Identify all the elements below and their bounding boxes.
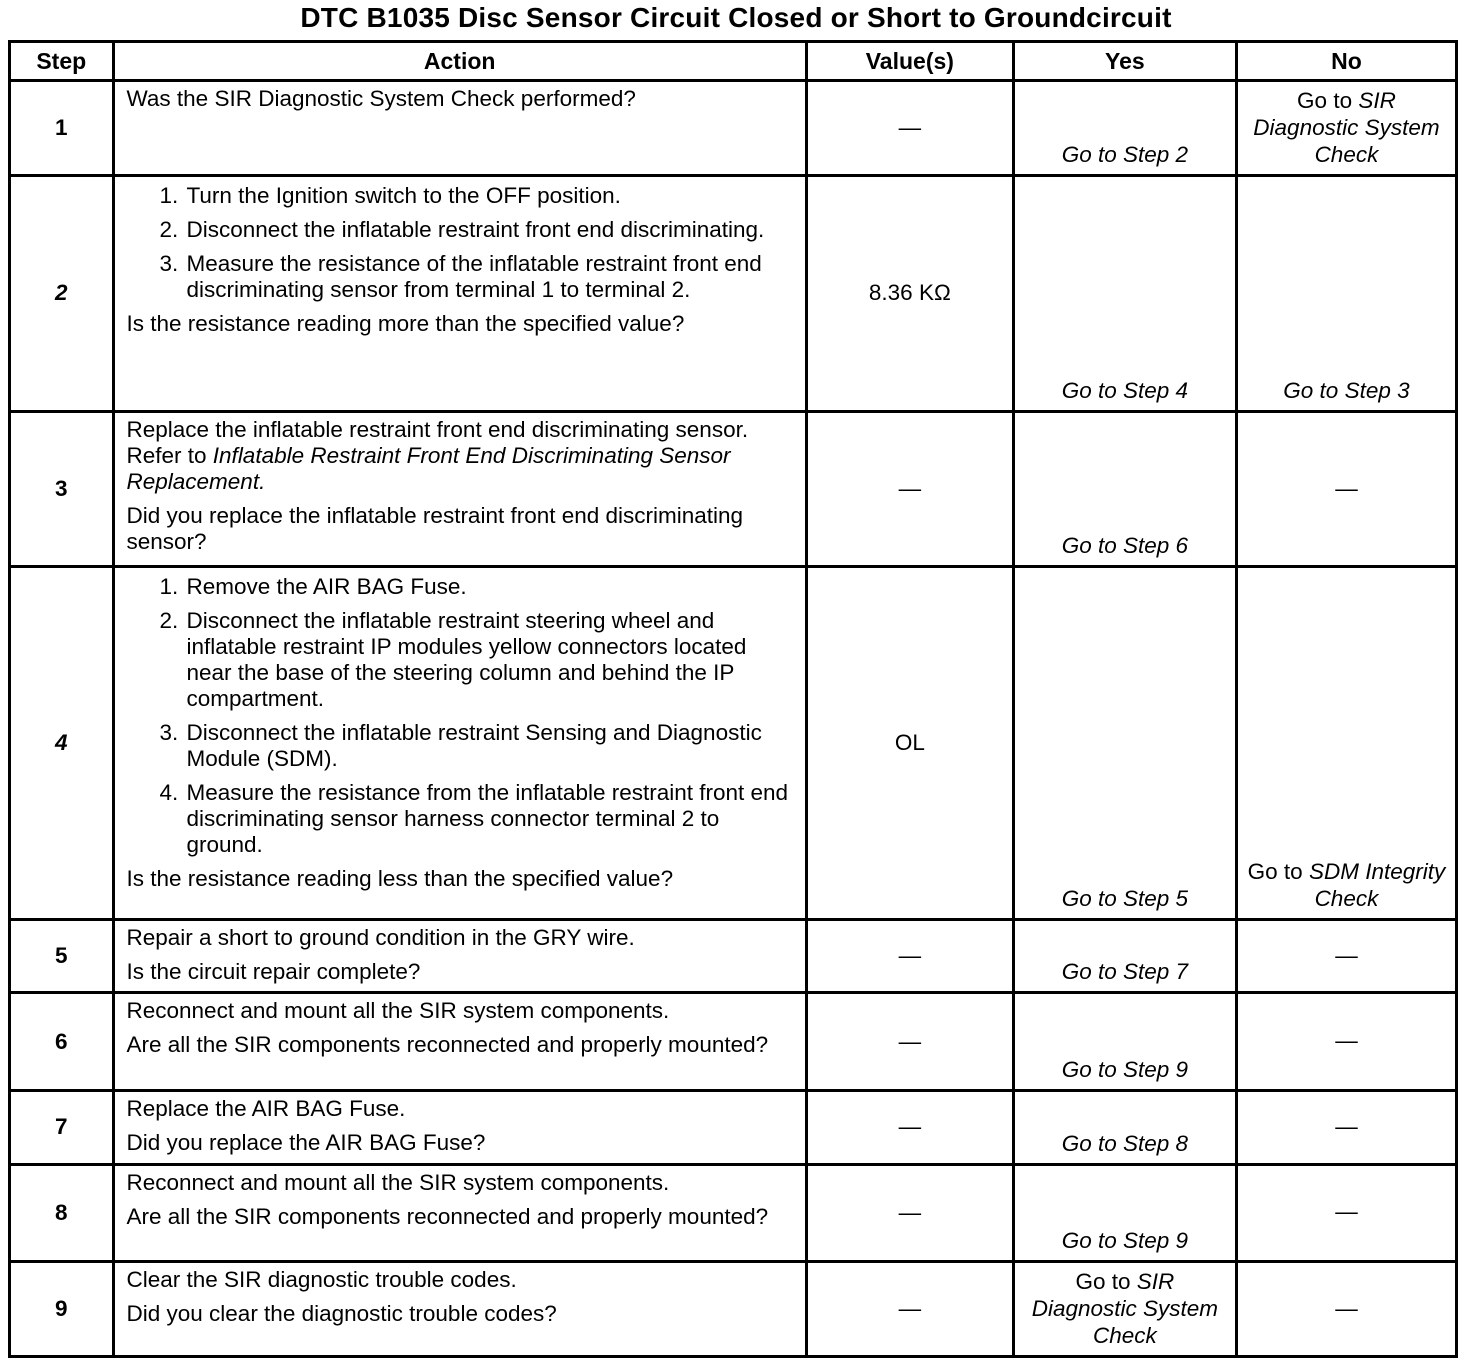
table-row xyxy=(10,1091,1457,1165)
column-header-no: No xyxy=(1236,42,1456,81)
value-cell: — xyxy=(806,1091,1013,1165)
action-question: Is the resistance reading more than the specified value? xyxy=(126,310,685,336)
step-number: 6 xyxy=(10,993,114,1091)
action-cell xyxy=(113,993,806,1091)
action-cell xyxy=(113,919,806,993)
no-cell: — xyxy=(1236,919,1456,993)
step-number: 8 xyxy=(10,1164,114,1262)
action-list-item: 1. Remove the AIR BAG Fuse. xyxy=(185,574,795,600)
no-cell: — xyxy=(1236,993,1456,1091)
table-row xyxy=(10,81,1457,176)
action-question: Are all the SIR components reconnected and properly mounted? xyxy=(126,1032,769,1058)
no-cell: — xyxy=(1236,412,1456,567)
no-cell: — xyxy=(1236,1091,1456,1165)
no-cell: — xyxy=(1236,1262,1456,1357)
action-list-item: 2. Disconnect the inflatable restraint front end discriminating. xyxy=(185,217,795,243)
action-list-item: 3. Disconnect the inflatable restraint Sensing and Diagnostic Module (SDM). xyxy=(185,720,795,772)
no-link-text: SDM Integrity Check xyxy=(1308,858,1446,911)
action-list-item: 3. Measure the resistance of the inflatable restraint front end discriminating sensor from terminal 1 to terminal 2. xyxy=(185,251,795,303)
action-question: Is the resistance reading less than the specified value? xyxy=(126,866,674,892)
yes-cell: Go to Step 8 xyxy=(1013,1091,1236,1165)
yes-prefix: Go to xyxy=(1075,1269,1137,1294)
table-row xyxy=(10,412,1457,567)
table-row xyxy=(10,919,1457,993)
action-text: Was the SIR Diagnostic System Check performed? xyxy=(126,86,636,111)
step-number: 2 xyxy=(10,175,114,412)
action-question: Is the circuit repair complete? xyxy=(126,958,421,984)
no-cell xyxy=(1236,567,1456,919)
step-number: 9 xyxy=(10,1262,114,1357)
action-question: Did you replace the inflatable restraint front end discriminating sensor? xyxy=(126,503,744,555)
value-cell: OL xyxy=(806,567,1013,919)
action-cell xyxy=(113,175,806,412)
yes-cell: Go to Step 9 xyxy=(1013,1164,1236,1262)
action-text: Reconnect and mount all the SIR system components. xyxy=(126,998,670,1024)
yes-cell: Go to Step 6 xyxy=(1013,412,1236,567)
column-header-step: Step xyxy=(10,42,114,81)
action-reference: Inflatable Restraint Front End Discriminating Sensor Replacement. xyxy=(126,443,731,495)
value-cell: — xyxy=(806,1164,1013,1262)
action-list-item: 2. Disconnect the inflatable restraint steering wheel and inflatable restraint IP modules yellow connectors located near the base of the steering column and behind the IP compartment. xyxy=(185,608,795,712)
yes-cell: Go to Step 2 xyxy=(1013,81,1236,176)
value-cell: — xyxy=(806,81,1013,176)
action-text: Clear the SIR diagnostic trouble codes. xyxy=(126,1267,517,1293)
action-cell xyxy=(113,567,806,919)
column-header-values: Value(s) xyxy=(806,42,1013,81)
action-text: Replace the AIR BAG Fuse. xyxy=(126,1096,406,1122)
action-list-item: 4. Measure the resistance from the inflatable restraint front end discriminating sensor harness connector terminal 2 to ground. xyxy=(185,780,795,858)
action-cell xyxy=(113,81,806,176)
yes-cell: Go to Step 7 xyxy=(1013,919,1236,993)
step-number: 7 xyxy=(10,1091,114,1165)
step-number: 1 xyxy=(10,81,114,176)
action-text xyxy=(127,417,795,495)
action-cell xyxy=(113,412,806,567)
no-cell: — xyxy=(1236,1164,1456,1262)
action-cell xyxy=(113,1091,806,1165)
value-cell: — xyxy=(806,919,1013,993)
no-cell xyxy=(1236,81,1456,176)
yes-cell xyxy=(1013,1262,1236,1357)
value-cell: — xyxy=(806,412,1013,567)
page-title: DTC B1035 Disc Sensor Circuit Closed or Short to Groundcircuit xyxy=(300,2,1172,33)
table-row xyxy=(10,175,1457,412)
action-question: Did you replace the AIR BAG Fuse? xyxy=(126,1130,486,1156)
action-text: Reconnect and mount all the SIR system components. xyxy=(126,1169,670,1195)
action-cell xyxy=(113,1164,806,1262)
table-row xyxy=(10,1262,1457,1357)
step-number: 5 xyxy=(10,919,114,993)
yes-cell: Go to Step 5 xyxy=(1013,567,1236,919)
table-header-row xyxy=(10,42,1457,81)
step-number: 4 xyxy=(10,567,114,919)
action-question: Did you clear the diagnostic trouble codes? xyxy=(126,1301,557,1327)
action-list-item: 1. Turn the Ignition switch to the OFF position. xyxy=(185,183,795,209)
action-text-part: Replace the inflatable restraint front end discriminating sensor. Refer to xyxy=(126,417,749,469)
action-cell xyxy=(113,1262,806,1357)
table-row xyxy=(10,1164,1457,1262)
yes-cell: Go to Step 9 xyxy=(1013,993,1236,1091)
table-row xyxy=(10,993,1457,1091)
no-cell: Go to Step 3 xyxy=(1236,175,1456,412)
diagnostic-table xyxy=(8,40,1458,1358)
value-cell: 8.36 KΩ xyxy=(806,175,1013,412)
column-header-action: Action xyxy=(113,42,806,81)
yes-link-text: SIR Diagnostic System Check xyxy=(1031,1269,1219,1348)
step-number: 3 xyxy=(10,412,114,567)
yes-cell: Go to Step 4 xyxy=(1013,175,1236,412)
no-link-text: SIR Diagnostic System Check xyxy=(1253,87,1440,167)
value-cell: — xyxy=(806,993,1013,1091)
table-row xyxy=(10,567,1457,919)
action-question: Are all the SIR components reconnected and properly mounted? xyxy=(126,1203,769,1229)
no-prefix: Go to xyxy=(1297,87,1359,113)
action-text: Repair a short to ground condition in the GRY wire. xyxy=(126,924,635,950)
column-header-yes: Yes xyxy=(1013,42,1236,81)
no-prefix: Go to xyxy=(1247,858,1309,884)
value-cell: — xyxy=(806,1262,1013,1357)
